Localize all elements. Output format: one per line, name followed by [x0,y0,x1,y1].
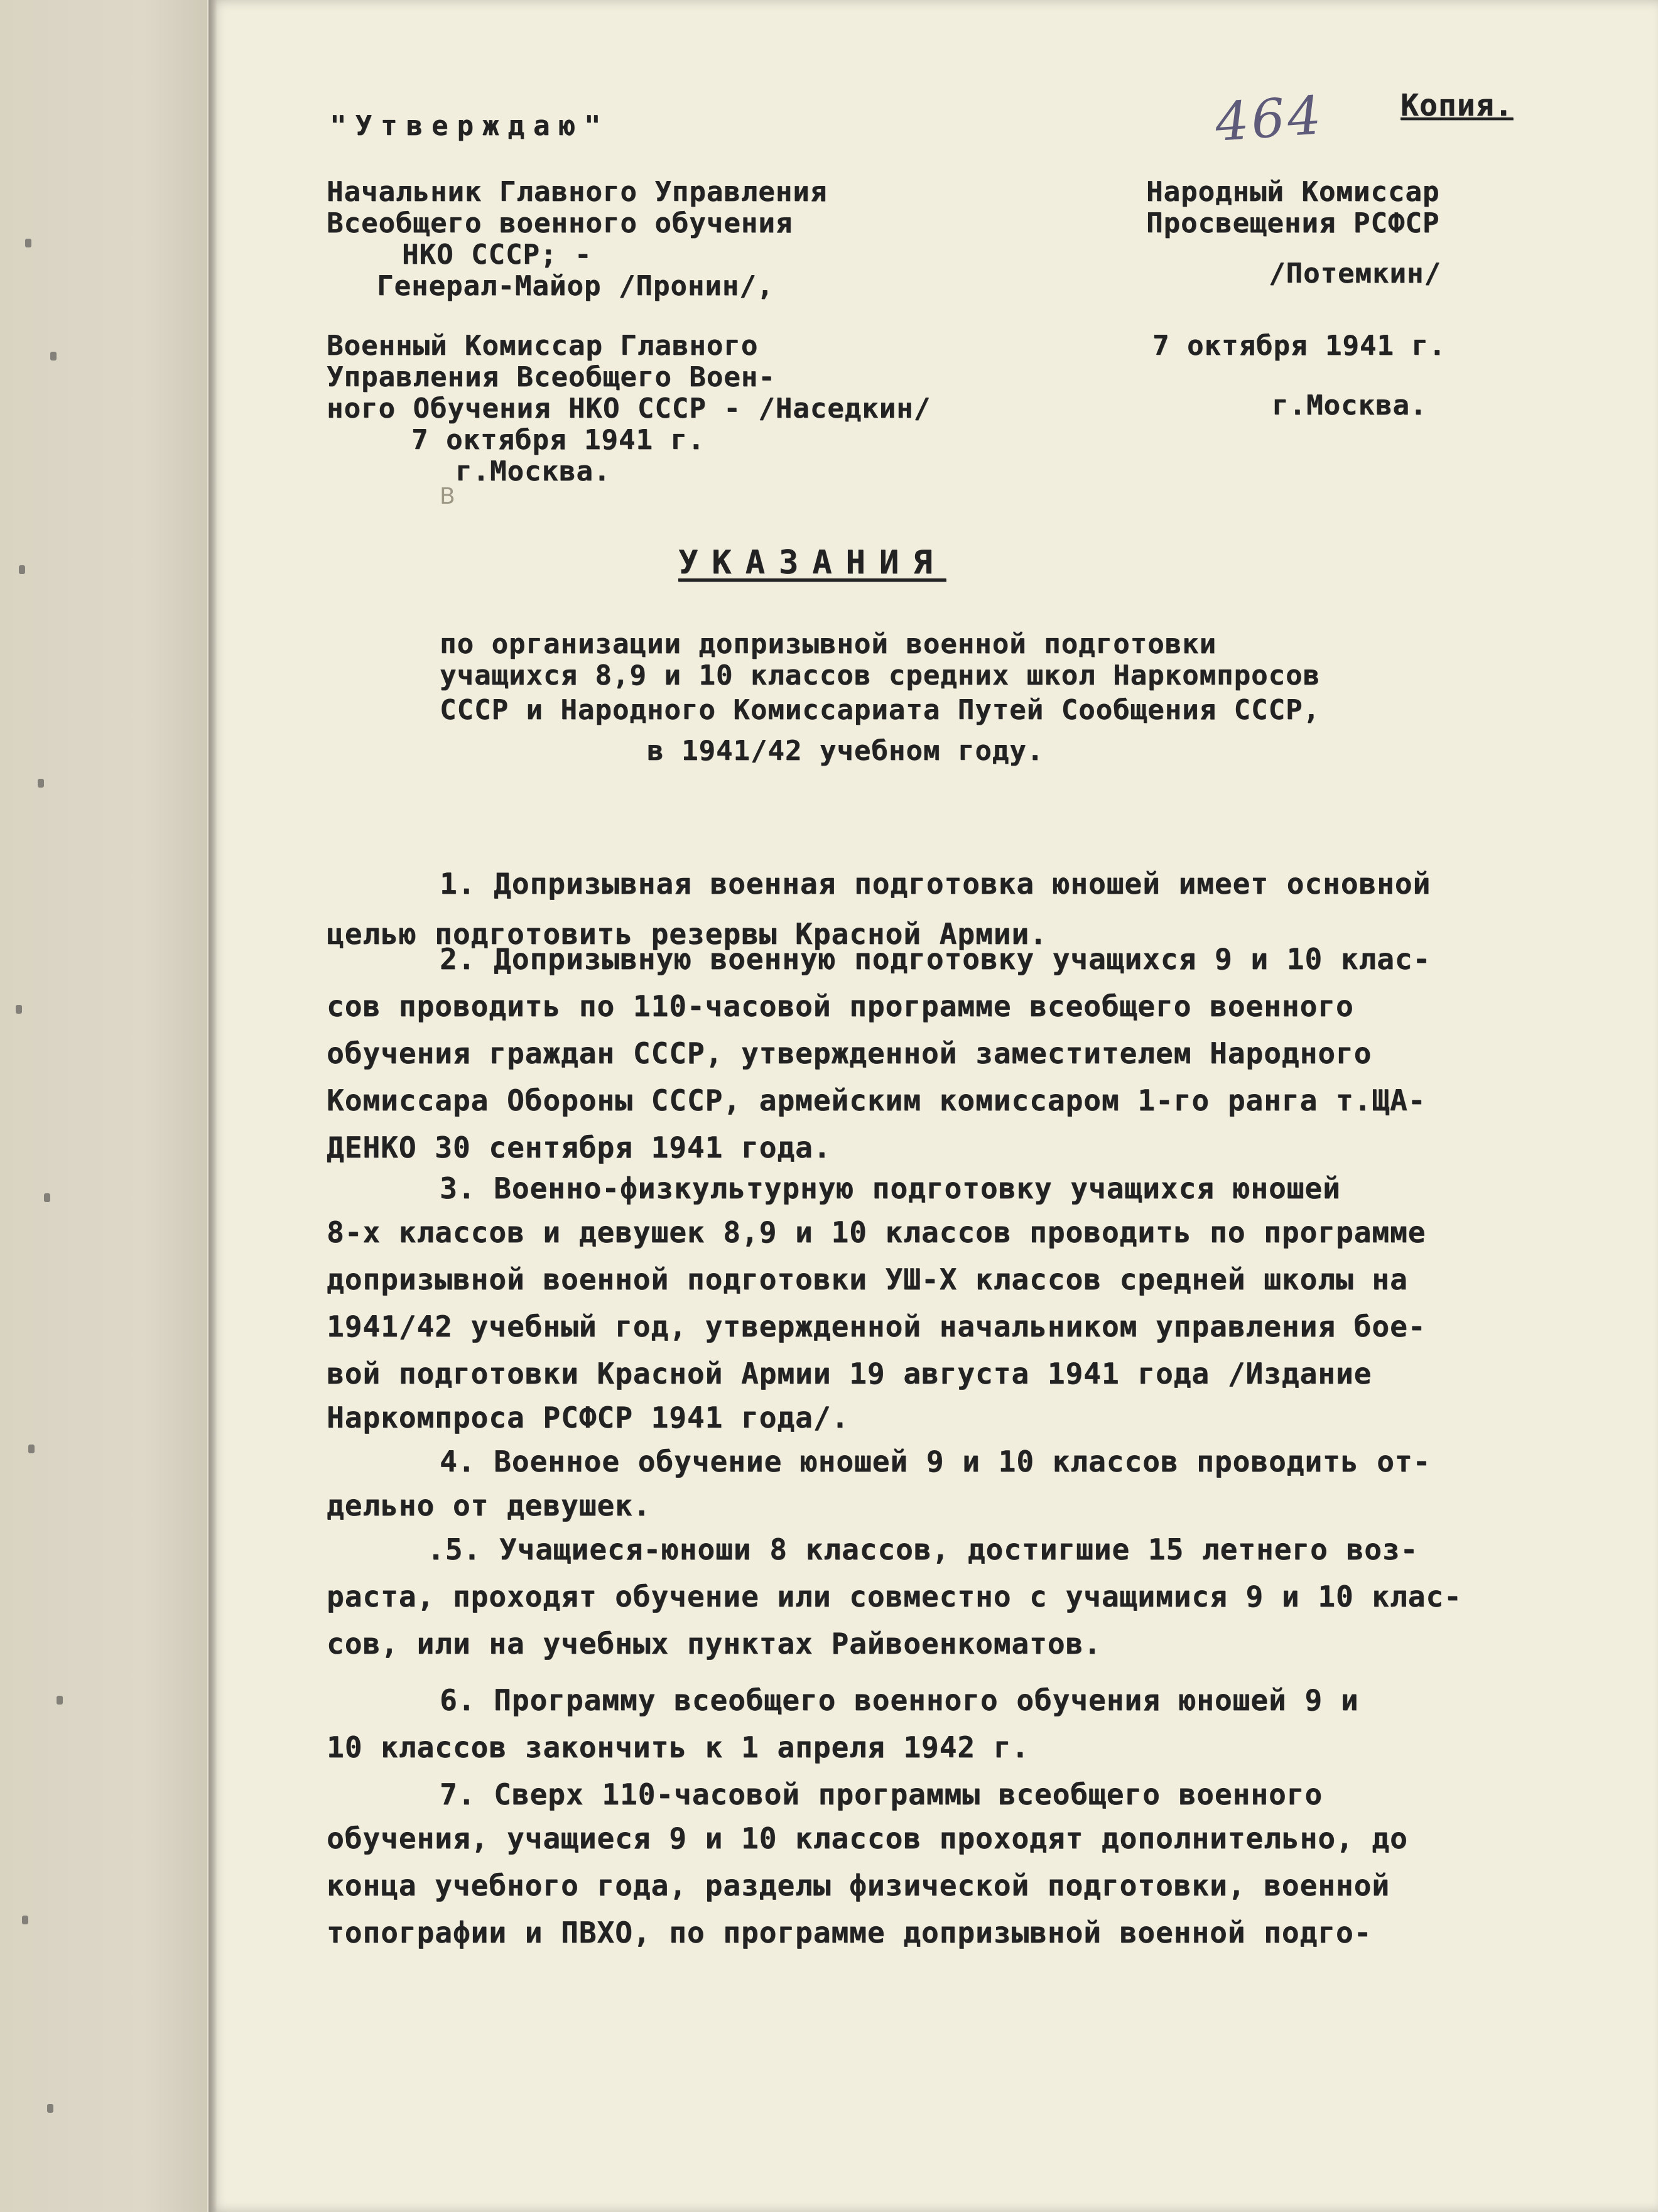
commissar-line-1: Военный Комиссар Главного [327,330,759,362]
body-line: дельно от девушек. [327,1488,651,1522]
right-title-line-1: Народный Комиссар [1146,176,1440,208]
body-line: конца учебного года, разделы физической подготовки, военной [327,1868,1390,1902]
body-line: сов проводить по 110-часовой программе всеобщего военного [327,989,1354,1023]
body-line: раста, проходят обучение или совместно с учащимися 9 и 10 клас- [327,1580,1462,1613]
faint-stamp-letter: В [440,484,455,509]
body-line: .5. Учащиеся-юноши 8 классов, достигшие 15 летнего воз- [427,1532,1419,1566]
commissar-line-3: ного Обучения НКО СССР - /Наседкин/ [327,393,931,425]
body-line: 1. Допризывная военная подготовка юношей имеет основной [440,867,1431,901]
body-line: вой подготовки Красной Армии 19 августа 1941 года /Издание [327,1357,1372,1391]
body-line: 3. Военно-физкультурную подготовку учащихся юношей [440,1171,1341,1205]
body-line: 8-х классов и девушек 8,9 и 10 классов проводить по программе [327,1215,1426,1249]
commissar-line-2: Управления Всеобщего Воен- [327,361,776,393]
right-title-line-2: Просвещения РСФСР [1146,207,1440,239]
subtitle-line-3: СССР и Народного Комиссариата Путей Сообщения СССР, [440,694,1321,726]
right-city: г.Москва. [1272,389,1428,421]
subtitle-line-2: учащихся 8,9 и 10 классов средних школ Наркомпросов [440,659,1321,691]
body-line: 4. Военное обучение юношей 9 и 10 классов проводить от- [440,1445,1431,1478]
body-line: сов, или на учебных пунктах Райвоенкоматов. [327,1627,1102,1661]
subtitle-line-4: в 1941/42 учебном году. [647,735,1044,767]
left-date: 7 октября 1941 г. [411,424,705,456]
body-line: Комиссара Обороны СССР, армейским комиссаром 1-го ранга т.ЩА- [327,1083,1426,1117]
approver-position-line-1: Начальник Главного Управления [327,176,828,208]
body-line: Наркомпроса РСФСР 1941 года/. [327,1401,850,1434]
body-line: ДЕНКО 30 сентября 1941 года. [327,1130,832,1164]
approver-position-line-3: НКО СССР; - [402,239,592,271]
approver-rank-name: Генерал-Майор /Пронин/, [377,270,774,302]
left-city: г.Москва. [455,455,611,487]
body-line: целью подготовить резервы Красной Армии. [327,917,1048,951]
document-title: УКАЗАНИЯ [678,544,946,582]
body-line: допризывной военной подготовки УШ-Х классов средней школы на [327,1262,1408,1296]
body-line: топографии и ПВХО, по программе допризывной военной подго- [327,1916,1372,1949]
body-line: обучения, учащиеся 9 и 10 классов проходят дополнительно, до [327,1821,1408,1855]
left-page-edge [0,0,207,2212]
subtitle-line-1: по организации допризывной военной подготовки [440,628,1217,660]
body-line: обучения граждан СССР, утвержденной заместителем Народного [327,1036,1372,1070]
page-fold-shadow [209,0,217,2212]
body-line: 10 классов закончить к 1 апреля 1942 г. [327,1730,1030,1764]
body-line: 2. Допризывную военную подготовку учащихся 9 и 10 клас- [440,942,1431,976]
body-line: 7. Сверх 110-часовой программы всеобщего военного [440,1777,1323,1811]
body-line: 1941/42 учебный год, утвержденной начальником управления бое- [327,1309,1426,1343]
archive-page-number: 464 [1213,84,1326,153]
copy-mark: Копия. [1401,88,1514,123]
approval-stamp: "Утверждаю" [330,110,610,142]
right-date: 7 октября 1941 г. [1152,330,1446,362]
right-signatory-name: /Потемкин/ [1269,258,1441,290]
body-line: 6. Программу всеобщего военного обучения юношей 9 и [440,1683,1359,1717]
approver-position-line-2: Всеобщего военного обучения [327,207,793,239]
